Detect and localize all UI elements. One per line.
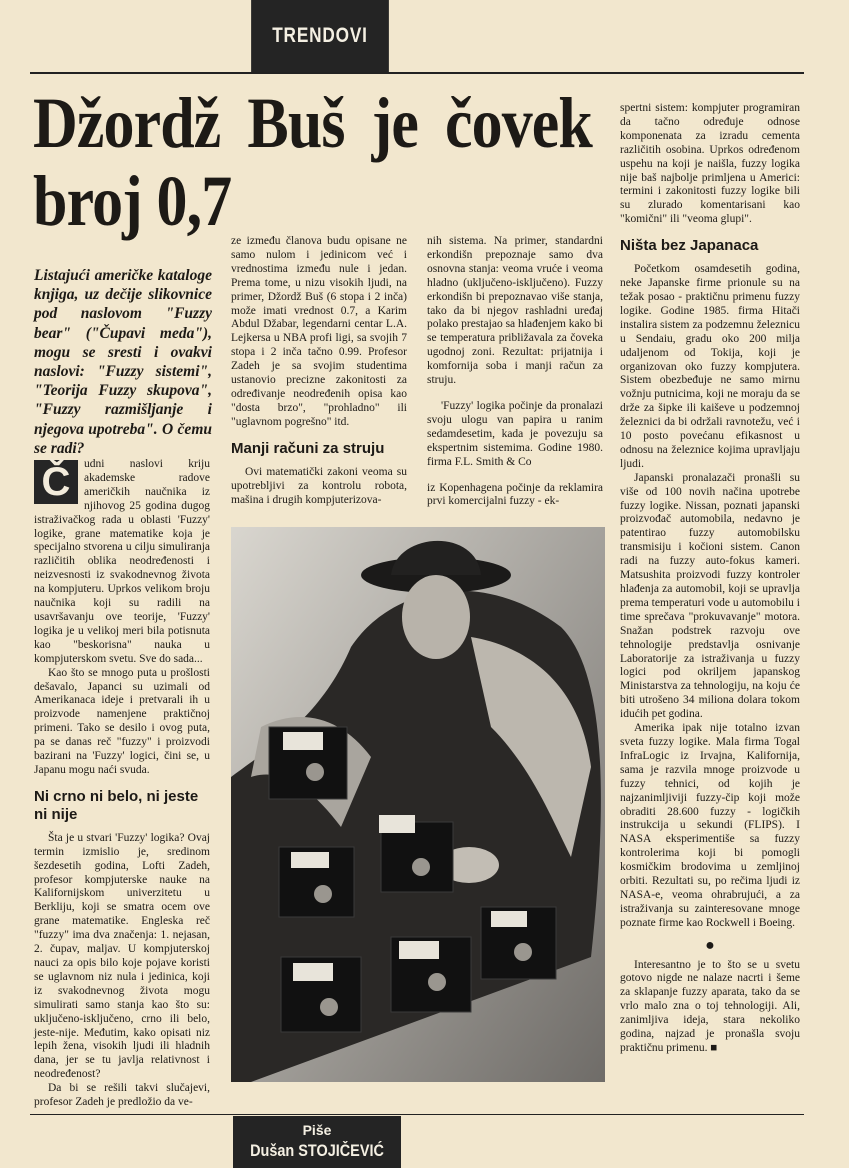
drop-cap: Č xyxy=(34,460,78,504)
headline xyxy=(33,84,593,240)
photo-man-with-floppy-disks xyxy=(231,527,605,1082)
closing-text: Interesantno je to što se u svetu gotovo nigde ne nalaze nacrti i šeme za sklapanje fuzzy aparata, tako da se vrlo malo zna o toj tehnologiji. Ali, zanimljiva ideja, stara nekoliko godina, najzad je pronašla svoju praktičnu primenu. xyxy=(620,958,800,1054)
body-paragraph: udni naslovi kriju akademske radove američkih naučnika iz njihovog 25 godina dugog istraživačkog rada u oblasti 'Fuzzy' logike, grane matematike koja je specijalno stvorena u cilju simuliranja različitih oblika neodređenosti i neizvesnosti iz svakodnevnog života na kompjuteru. Uprkos velikom broju naučnika koji su radili na usavršavanju ove teorije, 'Fuzzy' logika je u velikoj meri bila potisnuta kao "beskorisna" nauka u kompjuterskom svetu. Sve do sada... xyxy=(34,458,210,665)
body-paragraph: ze između članova budu opisane ne samo nulom i jedinicom već i vrednostima između nule i jedan. Prema tome, u nizu visokih ljudi, na primer, Džordž Buš (6 stopa i 2 inča) može imati vrednost 0.7, a Karim Abdul Džabar, legendarni centar L.A. Lejkersa u NBA profi ligi, sa svojih 7 stopa i 2 inča tačno 0.99. Profesor Zadeh je sa svojim studentima ustanovio precizne zakonitosti za određivanje neodređenih opisa kao "dosta brzo", "prohladno" ili "uglavnom pogrešno" itd. xyxy=(231,235,407,428)
body-paragraph: Amerika ipak nije totalno izvan sveta fuzzy logike. Mala firma Togal InfraLogic iz Irvajna, Kalifornija, sama je razvila mnoge proizvode u fuzzy tehnici, od kojih je najzanimljiviji fuzzy-čip koji može obraditi 28.600 fuzzy - logičkih instrukcija u sekundi (FLIPS). I NASA eksperimentiše sa fuzzy kontrolerima koji bi pomogli kosmičkim brodovima u zemljinoj orbiti. Rezultati su, po rečima ljudi iz NASA-e, veoma ohrabrujući, a za istraživanja su zainteresovane mnoge poznate firme kao Rockwell i Boeing. xyxy=(620,722,800,929)
headline-line-1 xyxy=(33,84,592,162)
column-2 xyxy=(231,235,407,507)
bullet-separator: ● xyxy=(705,936,715,954)
body-paragraph: Ovi matematički zakoni veoma su upotrebljivi za kontrolu robota, mašina i drugih kompjuterizova- xyxy=(231,465,407,506)
column-3 xyxy=(427,235,603,509)
headline-word: čovek xyxy=(444,83,592,163)
bottom-rule xyxy=(30,1114,804,1115)
lead-paragraph: Listajući američke kataloge knjiga, uz dečije slikovnice pod naslovom "Fuzzy bear" ("Čupavi meda"), mogu se sresti i ovakvi naslovi: "Fuzzy sistemi", "Teorija Fuzzy skupova", "Fuzzy razmišljanje i njegova upotreba". O čemu se radi? xyxy=(34,267,212,457)
body-paragraph: Da bi se rešili takvi slučajevi, profesor Zadeh je predložio da ve- xyxy=(34,1082,210,1109)
section-label: TRENDOVI xyxy=(251,0,389,72)
headline-word: je xyxy=(371,83,418,163)
body-paragraph: nih sistema. Na primer, standardni erkondišn prepoznaje samo dva osnovna stanja: veoma vruće i veoma hladno (uključeno-isključeno). Fuzzy erkondišn bi prepoznavao više stanja, tako da bi njegov rashladni uređaj polako prestajao sa hlađenjem kako bi se temperatura približavala za čoveka ugodnoj zoni. Rezultat: prijatnija i komfornija soba i manji račun za struju. xyxy=(427,235,603,387)
subheading: Manji računi za struju xyxy=(231,439,385,457)
body-paragraph: spertni sistem: kompjuter programiran da tačno određuje odnose komponenata za izradu cementa različitih osobina. Uprkos određenom uspehu na koji je naišla, fuzzy logika nije baš najbolje primljena u Americi: termini i zakonitosti fuzzy logike bili su zlurado komentarisani kao "komični" ili "veoma glupi". xyxy=(620,102,800,226)
body-paragraph: Šta je u stvari 'Fuzzy' logika? Ovaj termin izmislio je, sredinom šezdesetih godina, Lofti Zadeh, profesor kompjuterske nauke na Kalifornijskom univerzitetu u Berkliju, koji se smatra ocem ove grane matematike. Engleska reč "fuzzy" ima dva značenja: 1. nejasan, 2. čupav, maljav. U kompjuterskoj nauci za opis bilo koje pojave koristi se uglavnom niz nula i jedinica, koji iz svakodnevnog života mogu simulirati samo stanja kao što su: uključeno-isključeno, crno ili belo, jeste-nije. Međutim, kako opisati niz lepih žena, visokih ljudi ili hladnih dana, jer se tu javlja relativnost i neodređenost? xyxy=(34,831,210,1081)
top-rule xyxy=(30,72,804,74)
headline-word: Džordž xyxy=(33,83,221,163)
body-paragraph: 'Fuzzy' logika počinje da pronalazi svoju ulogu van papira u ranim sedamdesetim, kada je povezuju sa ekspertnim sistemima. Godine 1980. firma F.L. Smith & Co xyxy=(427,399,603,468)
byline xyxy=(233,1116,401,1168)
body-paragraph: Japanski pronalazači pronašli su više od 100 novih načina upotrebe fuzzy logike. Nissan, poznati japanski proizvođač automobila, nedavno je patentirao fuzzy automobilsku transmisiju i kočioni sistem. Canon radi na fuzzy auto-fokus kameri. Matsushita proizvodi fuzzy kontroler hlađenja za automobil, koji se upravlja prema temperaturi vode u automobilu i time sprečava "prokuvavanje" motora. Snažan podstrek razvoju ove tehnologije predstavlja osnivanje Laboratorije za istraživanja u fuzzy logici pod okriljem japanskog Ministarstva za tehnologiju, na koju će biti utrošeno 34 miliona dolara tokom idućih pet godina. xyxy=(620,471,800,721)
author-name: Dušan STOJIČEVIĆ xyxy=(250,1141,384,1160)
body-paragraph: Početkom osamdesetih godina, neke Japanske firme prionule su na težak posao - praktičnu primenu fuzzy logike. Godine 1985. firma Hitači instalira sistem za podzemnu železnicu u Sendaiu, gradu oko 200 milja udaljenom od Tokija, koji je organizovan oko fuzzy kompjutera. Sistem obezbeđuje ne samo mirnu vožnju putnicima, koji ne moraju da se drže za šipke ili kaiševe u podzemnoj železnici da bi održali ravnotežu, već i 10 posto povećanu efikasnost u odnosu na železnice kojima upravljaju ljudi. xyxy=(620,263,800,470)
column-4 xyxy=(620,102,800,1056)
body-paragraph xyxy=(620,959,800,1056)
subheading: Ništa bez Japanaca xyxy=(620,237,759,255)
byline-label: Piše xyxy=(302,1122,332,1138)
headline-word: Buš xyxy=(247,83,345,163)
subheading: Ni crno ni belo, ni jeste ni nije xyxy=(34,787,199,823)
body-paragraph: Kao što se mnogo puta u prošlosti dešavalo, Japanci su uzimali od Amerikanaca ideje i pretvarali ih u proizvode namenjene praktičnoj primeni. Tako se desilo i ovog puta, pa se danas reč "fuzzy" i proizvodi bazirani na 'Fuzzy' logici, čini se, u Japanu mogu naći svuda. xyxy=(34,666,210,776)
body-paragraph: iz Kopenhagena počinje da reklamira prvi komercijalni fuzzy - ek- xyxy=(427,481,603,508)
end-mark: ■ xyxy=(710,1042,718,1054)
photo-illustration xyxy=(231,527,605,1082)
column-1 xyxy=(34,458,210,1110)
headline-line-2: broj 0,7 xyxy=(33,161,232,241)
